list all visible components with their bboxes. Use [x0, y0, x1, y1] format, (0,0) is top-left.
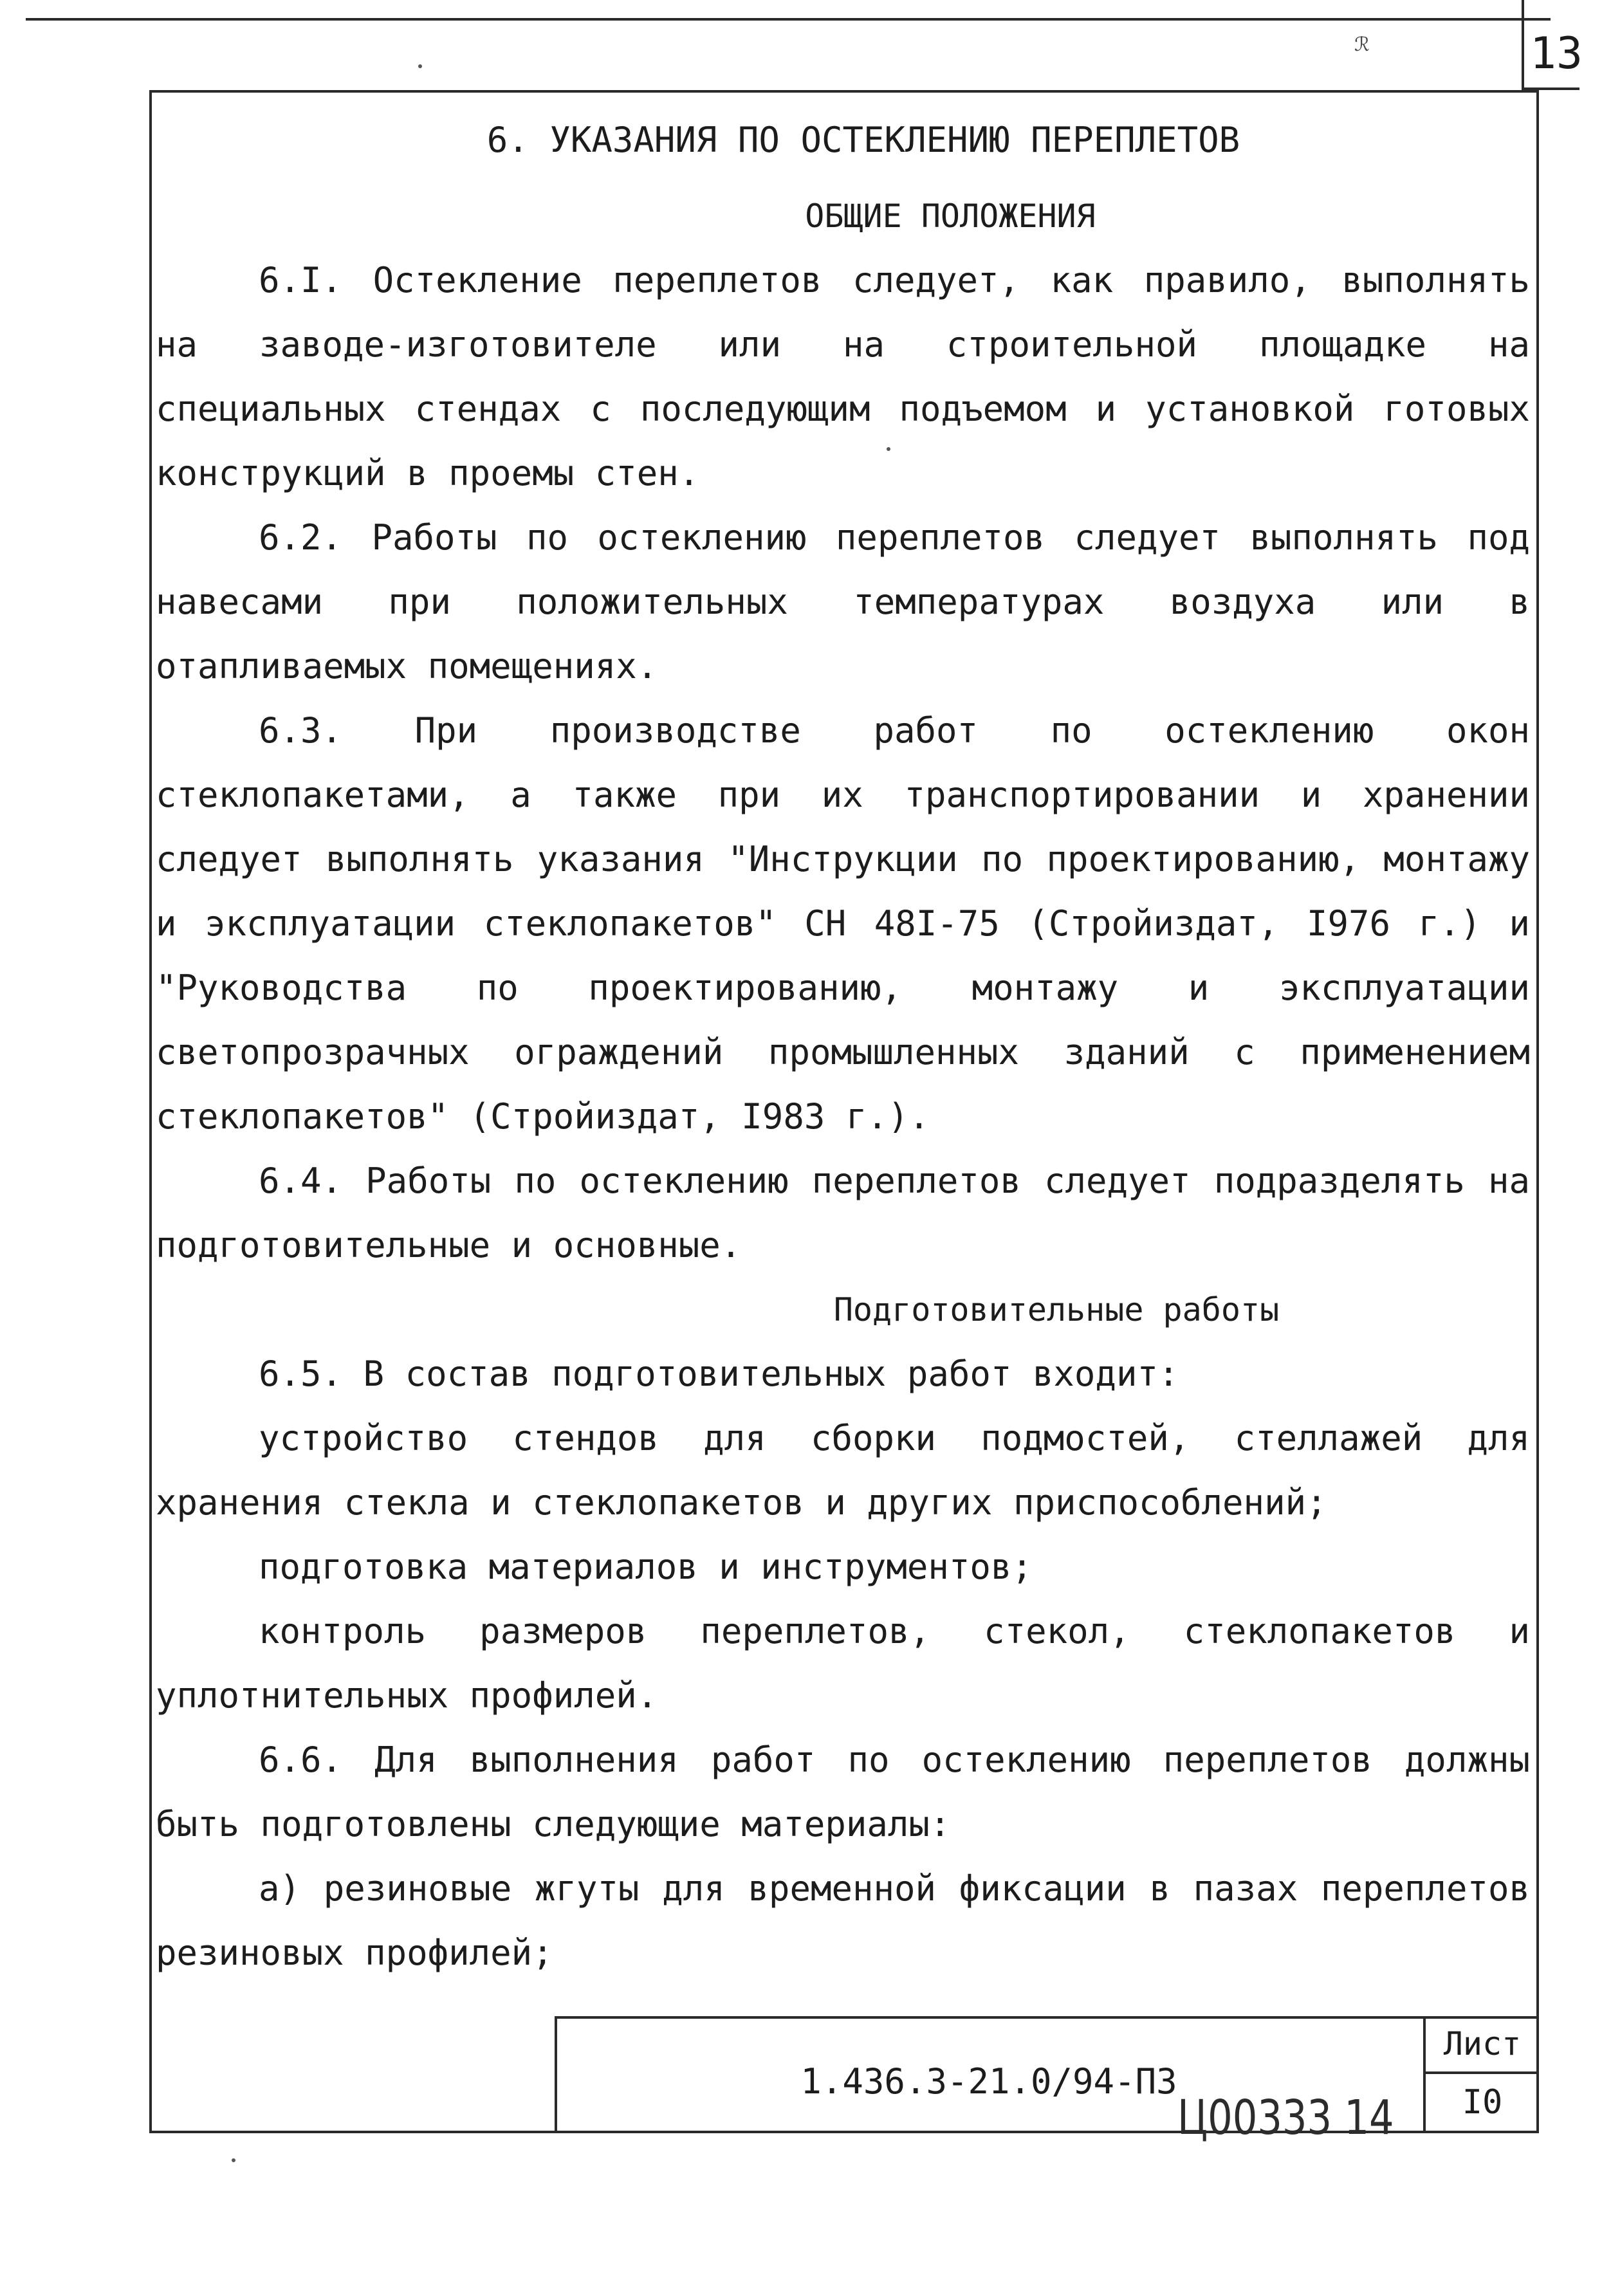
scan-speck: [418, 64, 422, 68]
paragraph-6-6: 6.6. Для выполнения работ по остеклению переплетов должны быть подготовлены следующие материалы:: [156, 1740, 1530, 1844]
list-item: контроль размеров переплетов, стекол, стеклопакетов и уплотнительных профилей.: [156, 1611, 1530, 1716]
list-item: устройство стендов для сборки подмостей, стеллажей для хранения стекла и стеклопакетов и других приспособлений;: [156, 1418, 1530, 1523]
sheet-number: I0: [1462, 2083, 1503, 2122]
sheet-label: Лист: [1426, 2016, 1539, 2074]
document-body: [149, 90, 1539, 1985]
scan-speck: [887, 447, 890, 451]
corner-page-number: 13: [1530, 28, 1583, 79]
paragraph-6-2: 6.2. Работы по остеклению переплетов следует выполнять под навесами при положительных температурах воздуха или в отапливаемых помещениях.: [156, 517, 1530, 686]
paragraph-6-5: 6.5. В состав подготовительных работ входит:: [259, 1354, 1179, 1394]
scan-speck: [232, 2158, 235, 2162]
document-code: 1.436.3-21.0/94-ПЗ: [800, 2061, 1177, 2102]
list-item: подготовка материалов и инструментов;: [259, 1547, 1033, 1587]
top-rule: [26, 18, 1551, 21]
section-title: 6. УКАЗАНИЯ ПО ОСТЕКЛЕНИЮ ПЕРЕПЛЕТОВ: [486, 120, 1240, 160]
corner-mark: ℛ: [1354, 33, 1370, 56]
paragraph-6-1: 6.I. Остекление переплетов следует, как правило, выполнять на заводе-изготовителе или на строительной площадке на специальных стендах с последующим подъемом и установкой готовых конструкций в проемы стен.: [156, 260, 1530, 493]
sheet-cell: [1423, 2016, 1539, 2133]
subsection-title: Подготовительные работы: [833, 1291, 1280, 1328]
section-subtitle: ОБЩИЕ ПОЛОЖЕНИЯ: [805, 197, 1096, 235]
archive-number: Ц00333 14: [1177, 2090, 1394, 2145]
paragraph-6-3: 6.3. При производстве работ по остеклению окон стеклопакетами, а также при их транспортировании и хранении следует выполнять указания "Инструкции по проектированию, монтажу и эксплуатации стеклопакетов" СН 48I-75 (Стройиздат, I976 г.) и "Руководства по проектированию, монтажу и эксплуатации светопрозрачных ограждений промышленных зданий с применением стеклопакетов" (Стройиздат, I983 г.).: [156, 710, 1530, 1137]
paragraph-6-4: 6.4. Работы по остеклению переплетов следует подразделять на подготовительные и основные.: [156, 1161, 1530, 1265]
list-item-a: а) резиновые жгуты для временной фиксации в пазах переплетов резиновых профилей;: [156, 1868, 1530, 1973]
